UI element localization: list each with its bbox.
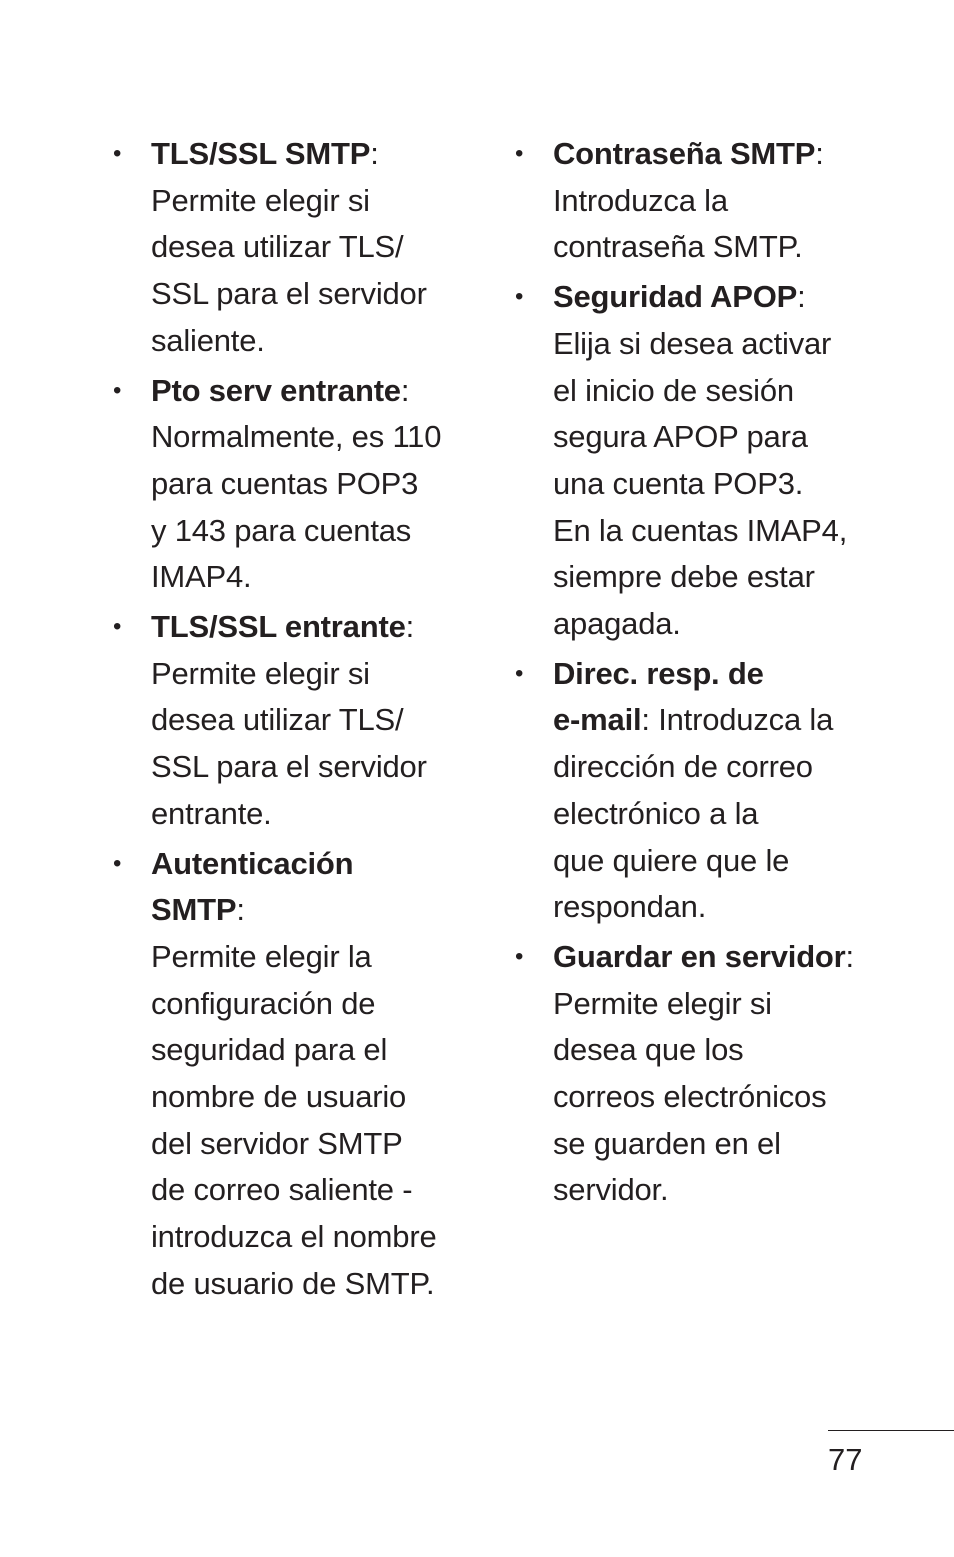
item-term: Direc. resp. de e-mail xyxy=(553,655,764,738)
item-term: TLS/SSL SMTP xyxy=(151,136,371,171)
item-description: : Permite elegir la configuración de seguridad para el nombre de usuario del servidor SMTP de correo saliente - introduzca el nombre de usuario de SMTP. xyxy=(151,892,437,1301)
item-description: : Elija si desea activar el inicio de sesión segura APOP para una cuenta POP3. En la cuentas IMAP4, siempre debe estar apagada. xyxy=(553,279,848,642)
item-term: Pto serv entrante xyxy=(151,372,401,408)
item-description: : Normalmente, es 110 para cuentas POP3 y 143 para cuentas IMAP4. xyxy=(151,372,442,595)
list-item xyxy=(113,368,443,602)
list-item xyxy=(113,841,443,1308)
bullet: • xyxy=(113,613,122,641)
bullet: • xyxy=(515,942,524,970)
item-description: : Introduzca la contraseña SMTP. xyxy=(553,136,824,265)
left-column xyxy=(113,131,443,1311)
bullet: • xyxy=(515,283,524,311)
list-item xyxy=(515,651,875,931)
item-description: : Permite elegir si desea que los correos electrónicos se guarden en el servidor. xyxy=(553,938,854,1208)
page-number: 77 xyxy=(828,1442,863,1477)
item-description: : Permite elegir si desea utilizar TLS/ SSL para el servidor entrante. xyxy=(151,609,427,831)
item-description: : Introduzca la dirección de correo electrónico a la que quiere que le respondan. xyxy=(553,702,834,925)
bullet: • xyxy=(515,659,524,687)
right-column xyxy=(515,131,875,1217)
list-item xyxy=(515,934,875,1214)
bullet: • xyxy=(113,376,122,404)
item-term: TLS/SSL entrante xyxy=(151,609,406,645)
list-item xyxy=(515,131,875,271)
list-item xyxy=(113,131,443,365)
bullet: • xyxy=(113,849,122,877)
bullet: • xyxy=(515,140,524,167)
list-item xyxy=(515,274,875,648)
list-item xyxy=(113,604,443,838)
item-description: : Permite elegir si desea utilizar TLS/ SSL para el servidor saliente. xyxy=(151,136,427,358)
item-term: Contraseña SMTP xyxy=(553,136,816,171)
bullet: • xyxy=(113,140,122,167)
item-term: Seguridad APOP xyxy=(553,279,798,315)
footer-rule xyxy=(828,1430,954,1431)
item-term: Guardar en servidor xyxy=(553,938,846,974)
item-term: Autenticación SMTP xyxy=(151,845,354,928)
